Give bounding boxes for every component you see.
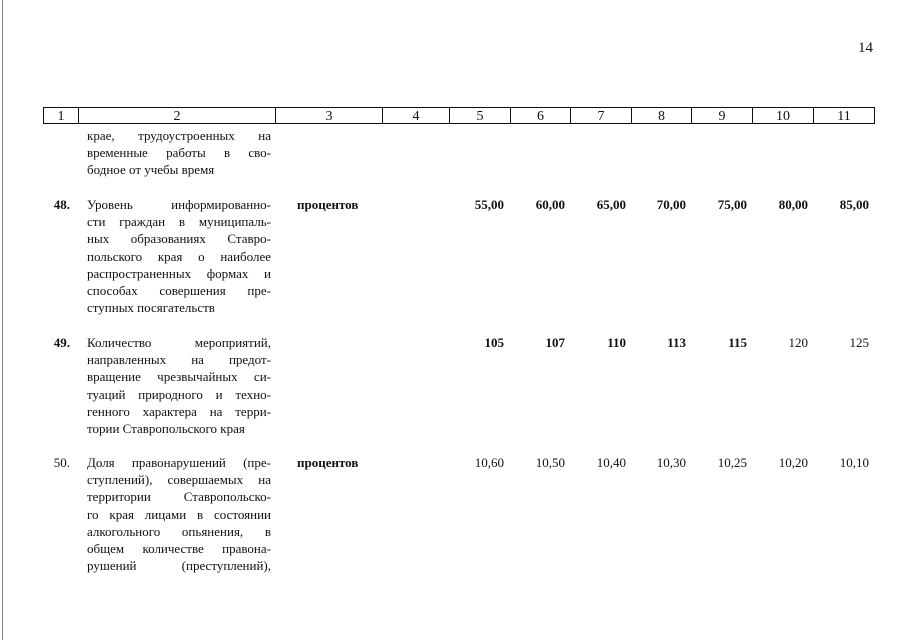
value-col-7: 110: [607, 335, 626, 350]
row-description: [87, 454, 271, 574]
desc-line: ступных посягательств: [87, 300, 215, 316]
desc-line: го края лицами в состоянии: [87, 506, 271, 522]
desc-line: бодное от учебы время: [87, 162, 215, 178]
value-col-11: 85,00: [839, 197, 869, 212]
desc-line: крае, трудоустроенных на: [87, 128, 271, 143]
desc-line: алкогольного опьянения, в: [87, 523, 271, 539]
desc-line: генного характера на терри-: [87, 403, 271, 419]
value-col-8: 113: [667, 335, 686, 350]
value-col-8: 70,00: [656, 197, 686, 212]
value-col-9: 10,25: [717, 455, 747, 470]
row-description: [87, 196, 271, 316]
value-col-6: 107: [545, 335, 565, 350]
header-col-2: 2: [78, 107, 276, 124]
value-col-11: 10,10: [839, 455, 869, 470]
value-col-9: 75,00: [717, 197, 747, 212]
value-col-9: 115: [728, 335, 747, 350]
value-col-11: 125: [849, 335, 869, 350]
value-col-6: 10,50: [535, 455, 565, 470]
header-col-7: 7: [570, 107, 632, 124]
desc-line: польского края о наиболее: [87, 248, 271, 264]
desc-line: Уровень информированно-: [87, 197, 271, 212]
desc-line: туаций природного и техно-: [87, 386, 271, 402]
header-col-4: 4: [382, 107, 450, 124]
row-description: [87, 127, 271, 179]
value-col-7: 10,40: [596, 455, 626, 470]
page-edge-line: [2, 0, 3, 640]
value-col-5: 55,00: [474, 197, 504, 212]
row-number: 49.: [53, 335, 70, 350]
desc-line: ных образованиях Ставро-: [87, 231, 271, 247]
value-col-6: 60,00: [535, 197, 565, 212]
desc-line: временные работы в сво-: [87, 145, 271, 161]
header-col-6: 6: [510, 107, 571, 124]
value-col-7: 65,00: [596, 197, 626, 212]
header-col-11: 11: [813, 107, 875, 124]
desc-line: общем количестве правона-: [87, 541, 271, 557]
desc-line: вращение чрезвычайных си-: [87, 369, 271, 385]
desc-line: способах совершения пре-: [87, 283, 271, 299]
desc-line: Количество мероприятий,: [87, 335, 271, 350]
desc-line: рушений (преступлений),: [87, 558, 271, 574]
desc-line: Доля правонарушений (пре-: [87, 455, 271, 470]
header-col-9: 9: [691, 107, 753, 124]
desc-line: направленных на предот-: [87, 352, 271, 368]
value-col-5: 10,60: [474, 455, 504, 470]
desc-line: распространенных формах и: [87, 265, 271, 281]
header-col-3: 3: [275, 107, 383, 124]
row-unit: процентов: [297, 455, 359, 470]
header-col-5: 5: [449, 107, 511, 124]
value-col-8: 10,30: [656, 455, 686, 470]
row-number: 50.: [53, 455, 70, 470]
header-col-8: 8: [631, 107, 692, 124]
desc-line: сти граждан в муниципаль-: [87, 214, 271, 230]
row-unit: процентов: [297, 197, 359, 212]
value-col-10: 10,20: [778, 455, 808, 470]
row-number: 48.: [53, 197, 70, 212]
value-col-10: 120: [788, 335, 808, 350]
header-col-1: 1: [43, 107, 79, 124]
row-description: [87, 334, 271, 437]
page-number: 14: [858, 40, 873, 56]
desc-line: тории Ставропольского края: [87, 421, 245, 437]
desc-line: ступлений), совершаемых на: [87, 472, 271, 488]
value-col-10: 80,00: [778, 197, 808, 212]
header-col-10: 10: [752, 107, 814, 124]
desc-line: территории Ставропольско-: [87, 489, 271, 505]
value-col-5: 105: [484, 335, 504, 350]
